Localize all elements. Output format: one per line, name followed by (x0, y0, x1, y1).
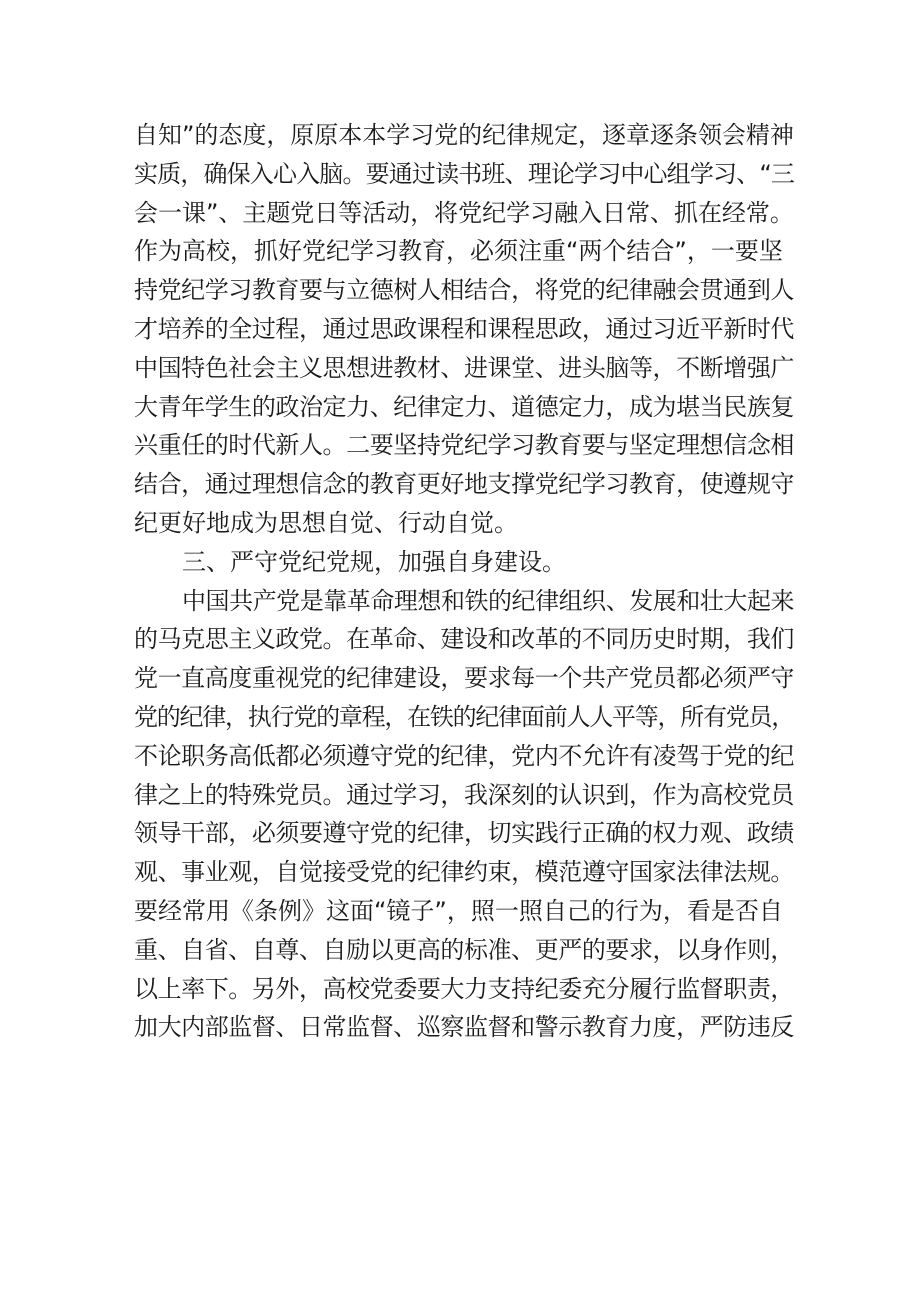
text-line: 律之上的特殊党员。通过学习，我深刻的认识到，作为高校党员 (134, 780, 794, 809)
text-line: 党一直高度重视党的纪律建设，要求每一个共产党员都必须严守 (134, 664, 794, 693)
text-line: 才培养的全过程，通过思政课程和课程思政，通过习近平新时代 (134, 314, 794, 343)
text-line: 实质，确保入心入脑。要通过读书班、理论学习中心组学习、“三 (134, 159, 795, 188)
text-line: 不论职务高低都必须遵守党的纪律，党内不允许有凌驾于党的纪 (134, 741, 794, 770)
text-line: 自知”的态度，原原本本学习党的纪律规定，逐章逐条领会精神 (134, 121, 794, 149)
text-line: 作为高校，抓好党纪学习教育，必须注重“两个结合”，一要坚 (134, 237, 783, 266)
text-line: 结合，通过理想信念的教育更好地支撑党纪学习教育，使遵规守 (134, 470, 794, 499)
document-body (134, 116, 794, 1047)
text-line: 的马克思主义政党。在革命、建设和改革的不同历史时期，我们 (134, 625, 794, 654)
text-line: 以上率下。另外，高校党委要大力支持纪委充分履行监督职责， (134, 974, 794, 1003)
text-line: 中国共产党是靠革命理想和铁的纪律组织、发展和壮大起来 (182, 586, 795, 615)
text-line: 加大内部监督、日常监督、巡察监督和警示教育力度，严防违反 (134, 1013, 794, 1042)
text-line: 兴重任的时代新人。二要坚持党纪学习教育要与坚定理想信念相 (134, 431, 794, 460)
text-line: 中国特色社会主义思想进教材、进课堂、进头脑等，不断增强广 (134, 353, 794, 382)
text-line: 要经常用《条例》这面“镜子”，照一照自己的行为，看是否自 (134, 896, 783, 925)
text-line: 党的纪律，执行党的章程，在铁的纪律面前人人平等，所有党员， (134, 702, 795, 731)
text-line: 纪更好地成为思想自觉、行动自觉。 (134, 508, 518, 537)
text-line: 三、严守党纪党规，加强自身建设。 (182, 547, 566, 576)
text-line: 会一课”、主题党日等活动，将党纪学习融入日常、抓在经常。 (134, 198, 794, 227)
text-line: 重、自省、自尊、自励以更高的标准、更严的要求，以身作则， (134, 935, 794, 964)
text-line: 领导干部，必须要遵守党的纪律，切实践行正确的权力观、政绩 (134, 819, 794, 848)
text-line: 观、事业观，自觉接受党的纪律约束，模范遵守国家法律法规。 (134, 858, 794, 887)
text-line: 大青年学生的政治定力、纪律定力、道德定力，成为堪当民族复 (134, 392, 794, 421)
text-line: 持党纪学习教育要与立德树人相结合，将党的纪律融会贯通到人 (134, 276, 794, 305)
